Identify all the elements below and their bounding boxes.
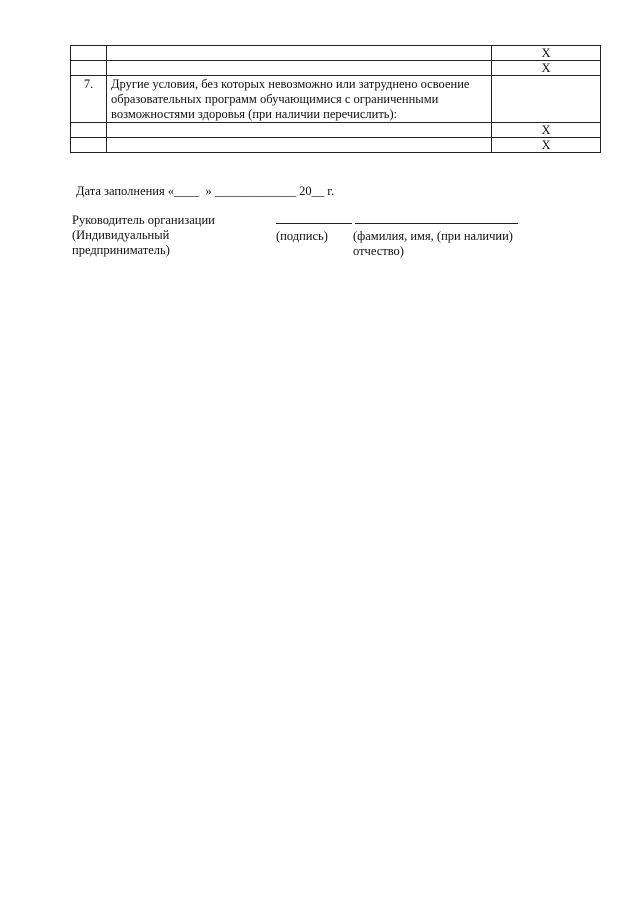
conditions-table — [70, 45, 601, 153]
row-text-cell — [107, 138, 492, 153]
row-mark-cell: X — [492, 123, 601, 138]
signature-block — [72, 213, 552, 263]
table-row — [71, 76, 601, 123]
signature-line — [276, 223, 352, 224]
table-row — [71, 46, 601, 61]
row-number-cell: 7. — [71, 76, 107, 123]
signature-caption: (подпись) — [276, 229, 328, 243]
fill-date-line: Дата заполнения «____ » _____________ 20__ г. — [76, 184, 335, 198]
row-mark-cell: X — [492, 46, 601, 61]
table-row — [71, 138, 601, 153]
row-text-cell — [107, 46, 492, 61]
name-line — [355, 223, 518, 224]
row-text-cell — [107, 123, 492, 138]
row-mark-cell: X — [492, 61, 601, 76]
row-number-cell — [71, 138, 107, 153]
name-caption: (фамилия, имя, (при наличии) отчество) — [353, 229, 513, 258]
row-text-cell: Другие условия, без которых невозможно или затруднено освоение образовательных программ обучающимися с ограниченными возможностями здоровья (при наличии перечислить): — [107, 76, 492, 123]
signatory-role: Руководитель организации (Индивидуальный предприниматель) — [72, 213, 215, 257]
row-number-cell — [71, 61, 107, 76]
row-mark-cell: X — [492, 138, 601, 153]
table-row — [71, 123, 601, 138]
row-mark-cell — [492, 76, 601, 123]
row-text-cell — [107, 61, 492, 76]
row-number-cell — [71, 123, 107, 138]
table-row — [71, 61, 601, 76]
row-number-cell — [71, 46, 107, 61]
